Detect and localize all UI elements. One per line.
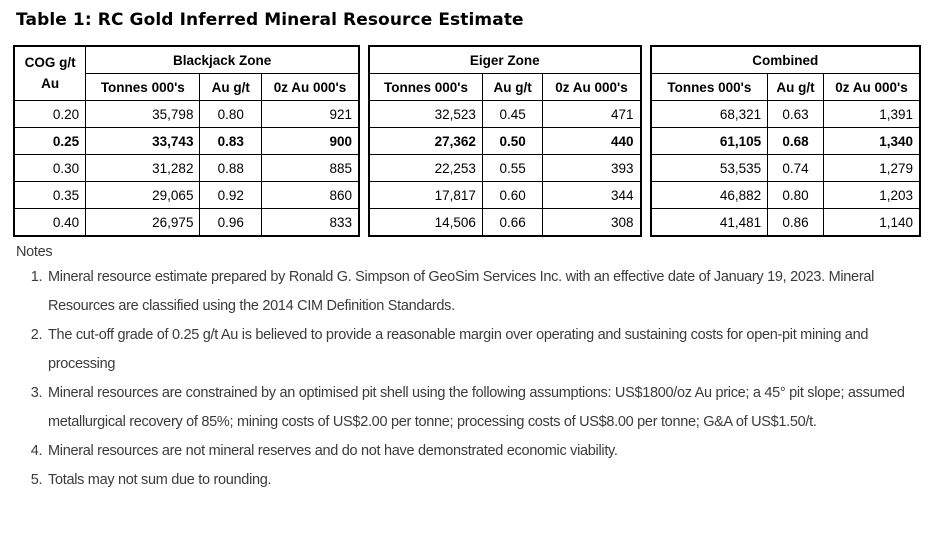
tonnes-cell: 29,065 <box>86 182 200 209</box>
column-header-grade: Au g/t <box>482 74 543 101</box>
table-row <box>14 209 359 237</box>
zone-title-blackjack: Blackjack Zone <box>86 46 359 74</box>
grade-cell: 0.60 <box>482 182 543 209</box>
table-row <box>651 182 920 209</box>
ounces-cell: 833 <box>262 209 360 237</box>
grade-cell: 0.68 <box>768 128 824 155</box>
column-header-grade: Au g/t <box>200 74 262 101</box>
grade-cell: 0.80 <box>200 101 262 128</box>
grade-cell: 0.80 <box>768 182 824 209</box>
resource-tables-row <box>13 45 921 237</box>
grade-cell: 0.50 <box>482 128 543 155</box>
grade-cell: 0.74 <box>768 155 824 182</box>
table-row <box>369 182 640 209</box>
tonnes-cell: 68,321 <box>651 101 768 128</box>
column-header-grade: Au g/t <box>768 74 824 101</box>
grade-cell: 0.45 <box>482 101 543 128</box>
ounces-cell: 885 <box>262 155 360 182</box>
table-row <box>14 182 359 209</box>
table-row <box>651 128 920 155</box>
ounces-cell: 440 <box>543 128 641 155</box>
cog-value-cell: 0.20 <box>14 101 86 128</box>
table-row <box>369 101 640 128</box>
ounces-cell: 921 <box>262 101 360 128</box>
page-title: Table 1: RC Gold Inferred Mineral Resource Estimate <box>16 10 524 30</box>
zone-title-eiger: Eiger Zone <box>369 46 640 74</box>
grade-cell: 0.92 <box>200 182 262 209</box>
grade-cell: 0.88 <box>200 155 262 182</box>
cog-header-line1: COG g/t <box>24 54 76 70</box>
tonnes-cell: 22,253 <box>369 155 482 182</box>
grade-cell: 0.66 <box>482 209 543 237</box>
table-row <box>651 101 920 128</box>
tonnes-cell: 33,743 <box>86 128 200 155</box>
table-row <box>651 46 920 74</box>
table-row <box>14 128 359 155</box>
column-header-tonnes: Tonnes 000's <box>651 74 768 101</box>
column-header-ounces: 0z Au 000's <box>262 74 360 101</box>
ounces-cell: 1,203 <box>823 182 920 209</box>
ounces-cell: 344 <box>543 182 641 209</box>
grade-cell: 0.63 <box>768 101 824 128</box>
notes-list <box>16 263 923 495</box>
tonnes-cell: 27,362 <box>369 128 482 155</box>
ounces-cell: 471 <box>543 101 641 128</box>
tonnes-cell: 41,481 <box>651 209 768 237</box>
notes-heading: Notes <box>16 244 53 260</box>
column-header-ounces: 0z Au 000's <box>823 74 920 101</box>
resource-table-blackjack <box>13 45 360 237</box>
cog-header-cell <box>14 46 86 101</box>
column-header-tonnes: Tonnes 000's <box>86 74 200 101</box>
cog-value-cell: 0.40 <box>14 209 86 237</box>
tonnes-cell: 61,105 <box>651 128 768 155</box>
table-row <box>651 155 920 182</box>
tonnes-cell: 26,975 <box>86 209 200 237</box>
column-header-ounces: 0z Au 000's <box>543 74 641 101</box>
note-item: 2. The cut-off grade of 0.25 g/t Au is believed to provide a reasonable margin over operating and sustaining costs for open-pit mining and processing <box>46 321 923 379</box>
table-header-row <box>651 74 920 101</box>
resource-table-eiger <box>368 45 641 237</box>
cog-header-line2: Au <box>41 75 60 91</box>
table-row <box>651 209 920 237</box>
table-row <box>14 46 359 74</box>
note-item: 4. Mineral resources are not mineral reserves and do not have demonstrated economic viability. <box>46 437 923 466</box>
table-body-combined <box>651 101 920 237</box>
ounces-cell: 1,340 <box>823 128 920 155</box>
notes-section <box>16 244 923 495</box>
cog-value-cell: 0.25 <box>14 128 86 155</box>
zone-title-combined: Combined <box>651 46 920 74</box>
table-row <box>14 101 359 128</box>
ounces-cell: 393 <box>543 155 641 182</box>
tonnes-cell: 14,506 <box>369 209 482 237</box>
tonnes-cell: 46,882 <box>651 182 768 209</box>
table-row <box>369 128 640 155</box>
table-row <box>14 155 359 182</box>
cog-value-cell: 0.35 <box>14 182 86 209</box>
ounces-cell: 1,140 <box>823 209 920 237</box>
note-item: 1. Mineral resource estimate prepared by Ronald G. Simpson of GeoSim Services Inc. with an effective date of January 19, 2023. Mineral Resources are classified using the 2014 CIM Definition Standards. <box>46 263 923 321</box>
tonnes-cell: 32,523 <box>369 101 482 128</box>
table-body-eiger <box>369 101 640 237</box>
grade-cell: 0.55 <box>482 155 543 182</box>
table-row <box>369 155 640 182</box>
column-header-tonnes: Tonnes 000's <box>369 74 482 101</box>
table-header-row <box>369 74 640 101</box>
table-row <box>369 46 640 74</box>
note-item: 3. Mineral resources are constrained by an optimised pit shell using the following assumptions: US$1800/oz Au price; a 45° pit slope; assumed metallurgical recovery of 85%; mining costs of US$2.00 per tonne; processing costs of US$8.00 per tonne; G&A of US$1.50/t. <box>46 379 923 437</box>
tonnes-cell: 35,798 <box>86 101 200 128</box>
tonnes-cell: 53,535 <box>651 155 768 182</box>
table-body-blackjack <box>14 101 359 237</box>
table-row <box>369 209 640 237</box>
resource-table-combined <box>650 45 921 237</box>
ounces-cell: 308 <box>543 209 641 237</box>
note-item: 5. Totals may not sum due to rounding. <box>46 466 923 495</box>
tonnes-cell: 17,817 <box>369 182 482 209</box>
ounces-cell: 1,279 <box>823 155 920 182</box>
grade-cell: 0.96 <box>200 209 262 237</box>
cog-value-cell: 0.30 <box>14 155 86 182</box>
grade-cell: 0.86 <box>768 209 824 237</box>
ounces-cell: 860 <box>262 182 360 209</box>
grade-cell: 0.83 <box>200 128 262 155</box>
tonnes-cell: 31,282 <box>86 155 200 182</box>
ounces-cell: 900 <box>262 128 360 155</box>
ounces-cell: 1,391 <box>823 101 920 128</box>
